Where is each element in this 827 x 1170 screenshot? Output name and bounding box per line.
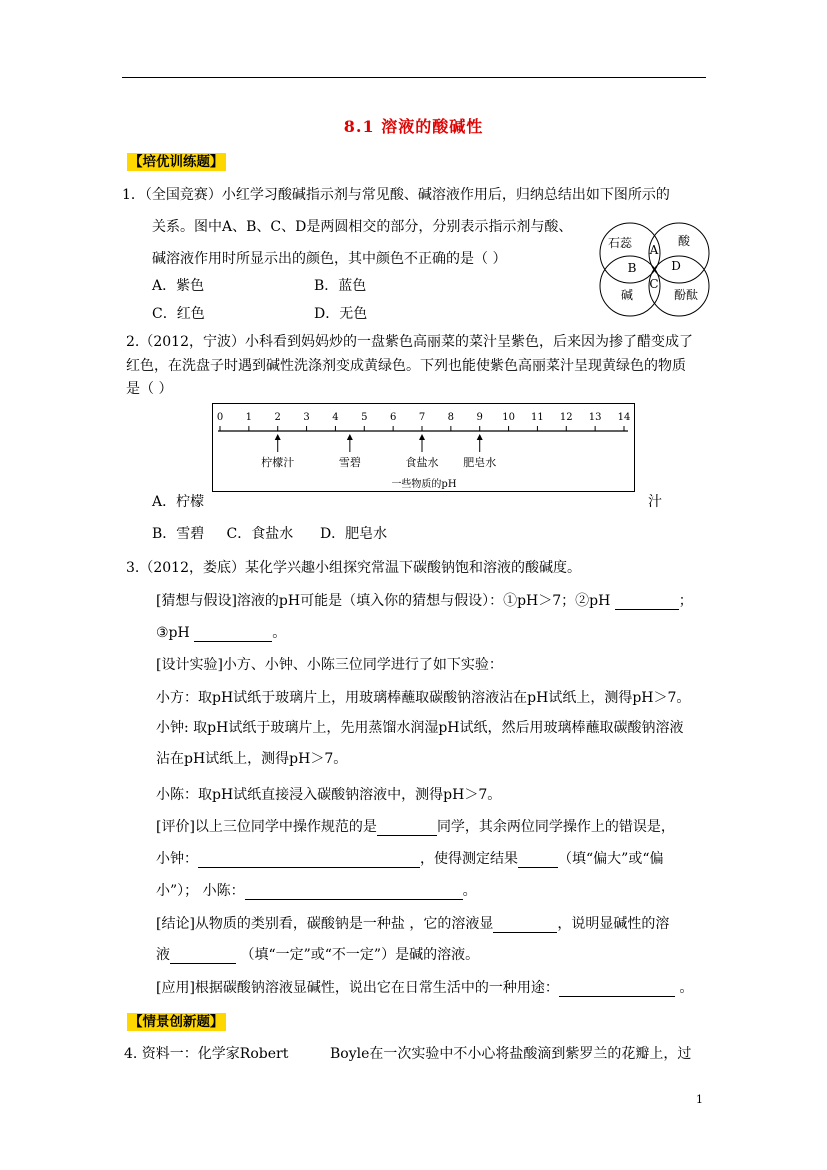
ph-marker-arrowhead-1 xyxy=(347,434,353,440)
section-tag-creative: 【情景创新题】 xyxy=(129,1014,224,1030)
ph-tick-label-11: 11 xyxy=(531,412,544,423)
q3-blank-ph3[interactable] xyxy=(194,627,272,642)
q3-chen: 小陈：取pH试纸直接浸入碳酸钠溶液中，测得pH＞7。 xyxy=(156,787,502,803)
q3-zhong-line2: 沾在pH试纸上，测得pH＞7。 xyxy=(156,751,348,767)
q3-hypothesis-line: [猜想与假设]溶液的pH可能是（填入你的猜想与假设）：①pH＞7；②pH ； xyxy=(156,593,693,609)
ph-marker-label-3: 肥皂水 xyxy=(463,456,497,469)
ph-tick-label-10: 10 xyxy=(502,412,515,423)
ph-tick-label-8: 8 xyxy=(447,412,455,423)
venn-region-b: B xyxy=(627,261,637,275)
q3-blank-ph2[interactable] xyxy=(615,595,679,610)
ph-tick-label-4: 4 xyxy=(332,412,339,423)
ph-tick-label-13: 13 xyxy=(588,412,602,423)
ph-tick-label-1: 1 xyxy=(245,412,253,423)
q4-line1a: 4. 资料一：化学家Robert xyxy=(124,1046,289,1062)
q3-evaluation-line: [评价]以上三位同学中操作规范的是 同学，其余两位同学操作上的错误是， xyxy=(156,819,675,835)
ph-tick-label-7: 7 xyxy=(418,412,426,423)
q3-fang: 小方：取pH试纸于玻璃片上，用玻璃棒蘸取碳酸钠溶液沾在pH试纸上，测得pH＞7。 xyxy=(156,690,691,706)
header-rule xyxy=(122,77,706,78)
q2-line3: 是（ ） xyxy=(126,381,173,397)
ph-marker-label-0: 柠檬汁 xyxy=(261,456,295,469)
venn-region-d: D xyxy=(671,259,681,273)
ph-tick-label-2: 2 xyxy=(274,412,281,423)
ph-scale-figure xyxy=(212,403,636,493)
venn-label-litmus: 石蕊 xyxy=(607,236,633,250)
q4-line1b: Boyle在一次实验中不小心将盐酸滴到紫罗兰的花瓣上，过 xyxy=(330,1046,692,1062)
q3-blank-result[interactable] xyxy=(518,853,558,868)
q3-evaluation-line2: 小钟： ，使得测定结果 （填“偏大”或“偏 xyxy=(156,851,664,867)
q1-option-a: A．紫色 xyxy=(152,278,205,294)
q1-line3: 碱溶液作用时所显示出的颜色，其中颜色不正确的是（ ） xyxy=(152,251,507,267)
venn-label-acid: 酸 xyxy=(677,234,691,248)
q3-hypothesis-line2: ③pH 。 xyxy=(156,625,287,641)
page-title: 8.1 溶液的酸碱性 xyxy=(343,117,484,136)
q3-conclusion-line: [结论]从物质的类别看，碳酸钠是一种盐 ，它的溶液显 ，说明显碱性的溶 xyxy=(156,916,670,932)
ph-marker-label-1: 雪碧 xyxy=(338,456,361,469)
q3-evaluation-line3: 小”）； 小陈： 。 xyxy=(156,883,477,899)
q3-conclusion-line2: 液 （填“一定”或“不一定”）是碱的溶液。 xyxy=(156,947,480,963)
q3-blank-necessarily[interactable] xyxy=(170,949,236,964)
q3-line1: 3.（2012，娄底）某化学兴趣小组探究常温下碳酸钠饱和溶液的酸碱度。 xyxy=(126,560,581,576)
q2-line1: 2.（2012，宁波）小科看到妈妈炒的一盘紫色高丽菜的菜汁呈紫色，后来因为掺了醋变成了 xyxy=(126,334,693,350)
section-tag-training: 【培优训练题】 xyxy=(129,154,224,170)
q3-blank-solution-nature[interactable] xyxy=(493,918,557,933)
q3-blank-use[interactable] xyxy=(559,982,675,997)
q3-zhong-line1: 小钟: 取pH试纸于玻璃片上，先用蒸馏水润湿pH试纸，然后用玻璃棒蘸取碳酸钠溶液 xyxy=(156,720,684,736)
q2-options-bcd: B．雪碧 C．食盐水 D．肥皂水 xyxy=(152,526,388,542)
ph-tick-label-14: 14 xyxy=(617,412,631,423)
venn-region-c: C xyxy=(649,277,659,291)
ph-marker-arrowhead-3 xyxy=(477,434,483,440)
ph-marker-label-2: 食盐水 xyxy=(405,456,439,469)
ph-marker-arrowhead-0 xyxy=(275,434,281,440)
indicator-venn-diagram xyxy=(596,218,712,318)
ph-tick-label-6: 6 xyxy=(389,412,397,423)
venn-label-phenolphthalein: 酚酞 xyxy=(673,288,699,302)
q3-blank-correct-student[interactable] xyxy=(377,821,437,836)
venn-label-base: 碱 xyxy=(620,288,634,302)
ph-tick-label-12: 12 xyxy=(559,412,573,423)
q2-option-a-tail: 汁 xyxy=(648,494,662,510)
ph-tick-label-5: 5 xyxy=(361,412,368,423)
ph-marker-arrowhead-2 xyxy=(419,434,425,440)
q2-line2: 红色，在洗盘子时遇到碱性洗涤剂变成黄绿色。下列也能使紫色高丽菜汁呈现黄绿色的物质 xyxy=(126,358,686,374)
q1-option-b: B．蓝色 xyxy=(314,278,367,294)
q3-design: [设计实验]小方、小钟、小陈三位同学进行了如下实验： xyxy=(156,657,503,673)
q1-option-c: C．红色 xyxy=(152,306,205,322)
ph-tick-label-3: 3 xyxy=(303,412,310,423)
q1-line2: 关系。图中A、B、C、D是两圆相交的部分，分别表示指示剂与酸、 xyxy=(152,219,573,235)
ph-tick-label-0: 0 xyxy=(216,412,224,423)
q3-blank-chen-error[interactable] xyxy=(245,885,463,900)
ph-tick-label-9: 9 xyxy=(476,412,483,423)
q1-option-d: D．无色 xyxy=(314,306,368,322)
q2-option-a: A．柠檬 xyxy=(152,494,205,510)
q3-blank-zhong-error[interactable] xyxy=(198,853,420,868)
q1-line1: 1．（全国竞赛）小红学习酸碱指示剂与常见酸、碱溶液作用后，归纳总结出如下图所示的 xyxy=(122,187,670,203)
page-number: 1 xyxy=(696,1093,703,1106)
venn-region-a: A xyxy=(649,243,659,257)
q3-application-line: [应用]根据碳酸钠溶液显碱性，说出它在日常生活中的一种用途： 。 xyxy=(156,980,694,996)
ph-scale-caption: 一些物质的pH xyxy=(391,479,457,490)
